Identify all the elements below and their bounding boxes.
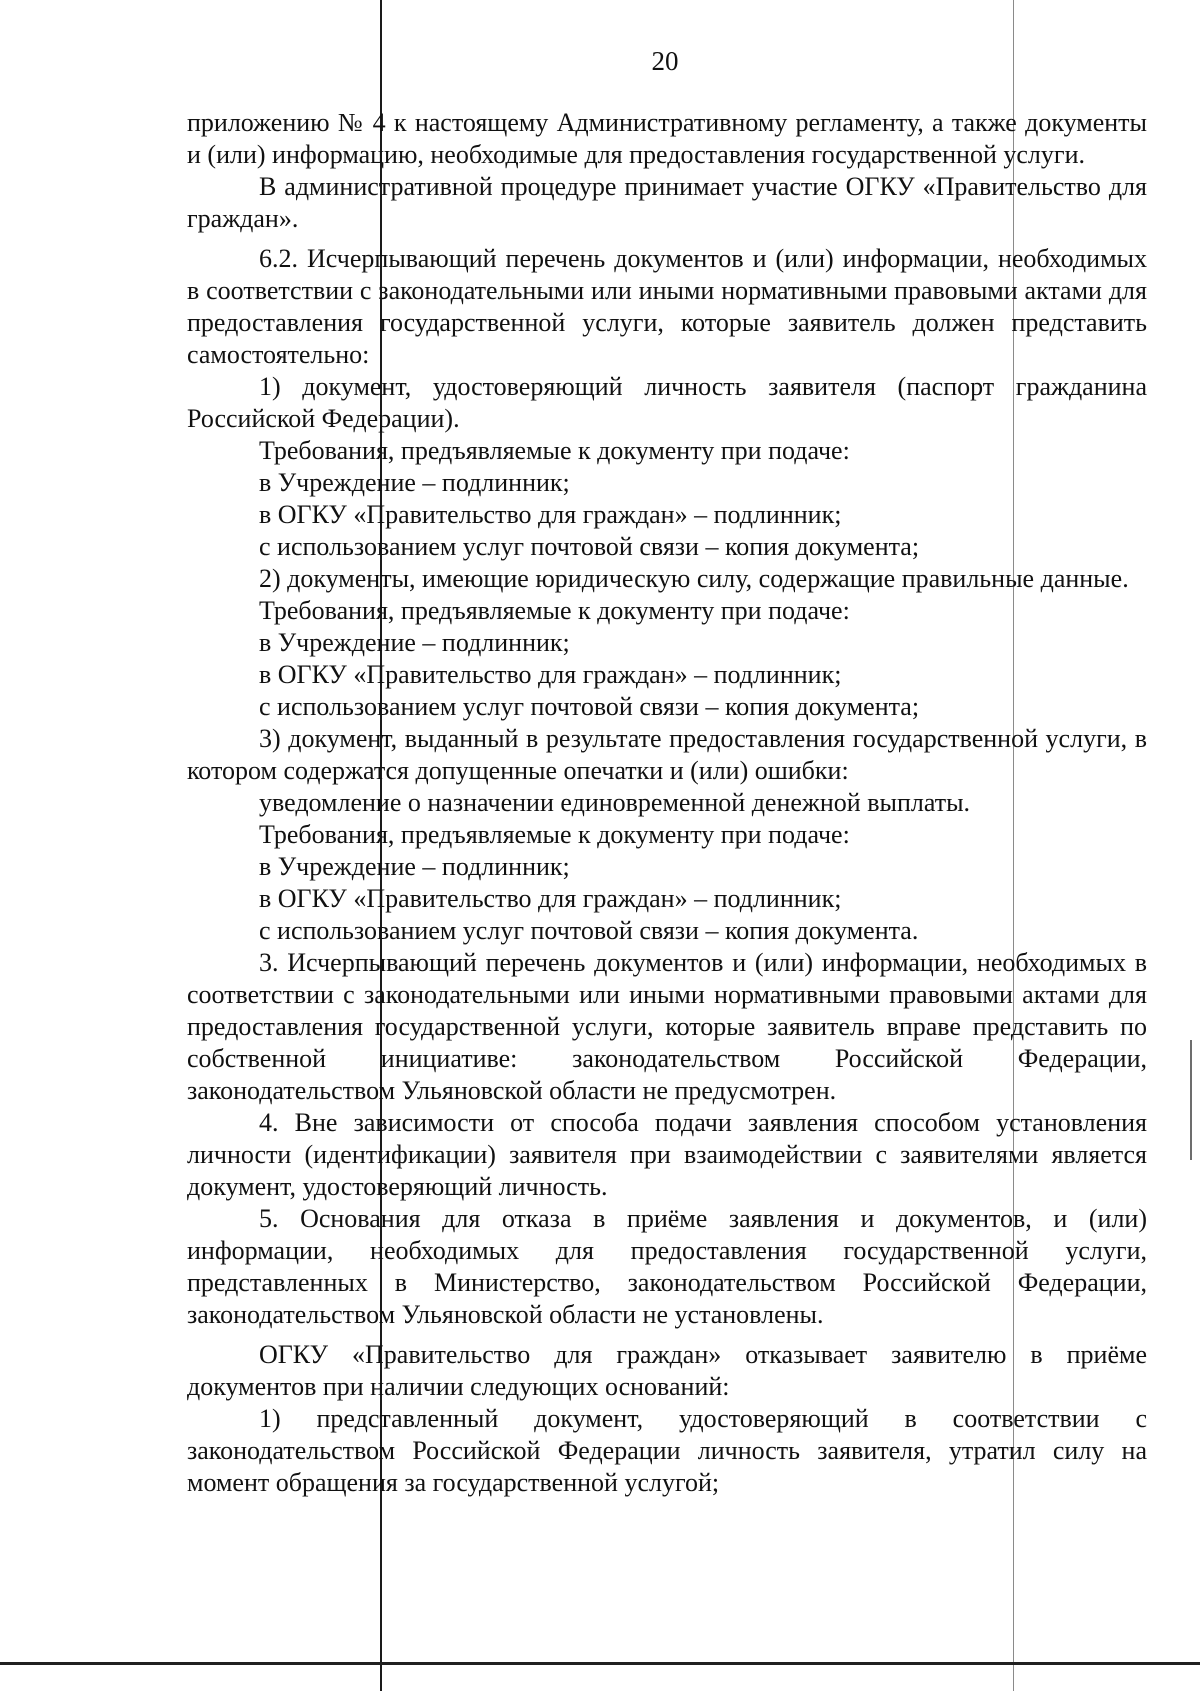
paragraph: ОГКУ «Правительство для граждан» отказывает заявителю в приёме документов при наличии следующих оснований: bbox=[187, 1340, 1147, 1401]
paragraph: Требования, предъявляемые к документу при подаче: bbox=[259, 596, 850, 625]
paragraph: Требования, предъявляемые к документу при подаче: bbox=[259, 436, 850, 465]
paragraph: с использованием услуг почтовой связи – копия документа; bbox=[259, 692, 920, 721]
paragraph: в Учреждение – подлинник; bbox=[259, 468, 570, 497]
paragraph: с использованием услуг почтовой связи – копия документа. bbox=[259, 916, 919, 945]
paragraph: В административной процедуре принимает участие ОГКУ «Правительство для граждан». bbox=[187, 172, 1147, 233]
document-body bbox=[187, 107, 1147, 1499]
paragraph: 3) документ, выданный в результате предоставления государственной услуги, в котором содержатся допущенные опечатки и (или) ошибки: bbox=[187, 724, 1147, 785]
paragraph: 4. Вне зависимости от способа подачи заявления способом установления личности (идентификации) заявителя при взаимодействии с заявителями является документ, удостоверяющий личность. bbox=[187, 1108, 1147, 1201]
paragraph: 1) представленный документ, удостоверяющий в соответствии с законодательством Российской Федерации личность заявителя, утратил силу на момент обращения за государственной услугой; bbox=[187, 1404, 1147, 1497]
paragraph: в Учреждение – подлинник; bbox=[259, 852, 570, 881]
paragraph: в ОГКУ «Правительство для граждан» – подлинник; bbox=[259, 884, 842, 913]
paragraph: 2) документы, имеющие юридическую силу, содержащие правильные данные. bbox=[259, 564, 1129, 593]
paragraph: Требования, предъявляемые к документу при подаче: bbox=[259, 820, 850, 849]
paragraph: уведомление о назначении единовременной денежной выплаты. bbox=[259, 788, 971, 817]
paragraph: с использованием услуг почтовой связи – копия документа; bbox=[259, 532, 920, 561]
scan-artifact-edge-mark bbox=[1190, 1040, 1192, 1160]
paragraph: 3. Исчерпывающий перечень документов и (или) информации, необходимых в соответствии с законодательными или иными нормативными правовыми актами для предоставления государственной услуги, которые заявитель вправе представить по собственной инициативе: законодательством Российской Федерации, законодательством Ульяновской области не предусмотрен. bbox=[187, 948, 1147, 1105]
paragraph: в ОГКУ «Правительство для граждан» – подлинник; bbox=[259, 660, 842, 689]
paragraph: 5. Основания для отказа в приёме заявления и документов, и (или) информации, необходимых для предоставления государственной услуги, представленных в Министерство, законодательством Российской Федерации, законодательством Ульяновской области не установлены. bbox=[187, 1204, 1147, 1329]
paragraph: 6.2. Исчерпывающий перечень документов и (или) информации, необходимых в соответствии с законодательными или иными нормативными правовыми актами для предоставления государственной услуги, которые заявитель должен представить самостоятельно: bbox=[187, 244, 1147, 369]
paragraph: в Учреждение – подлинник; bbox=[259, 628, 570, 657]
paragraph: приложению № 4 к настоящему Административному регламенту, а также документы и (или) информацию, необходимые для предоставления государственной услуги. bbox=[187, 108, 1147, 169]
paragraph: в ОГКУ «Правительство для граждан» – подлинник; bbox=[259, 500, 842, 529]
page-number: 20 bbox=[651, 46, 679, 76]
scan-artifact-bottom-edge bbox=[0, 1662, 1200, 1665]
paragraph: 1) документ, удостоверяющий личность заявителя (паспорт гражданина Российской Федерации). bbox=[187, 372, 1147, 433]
